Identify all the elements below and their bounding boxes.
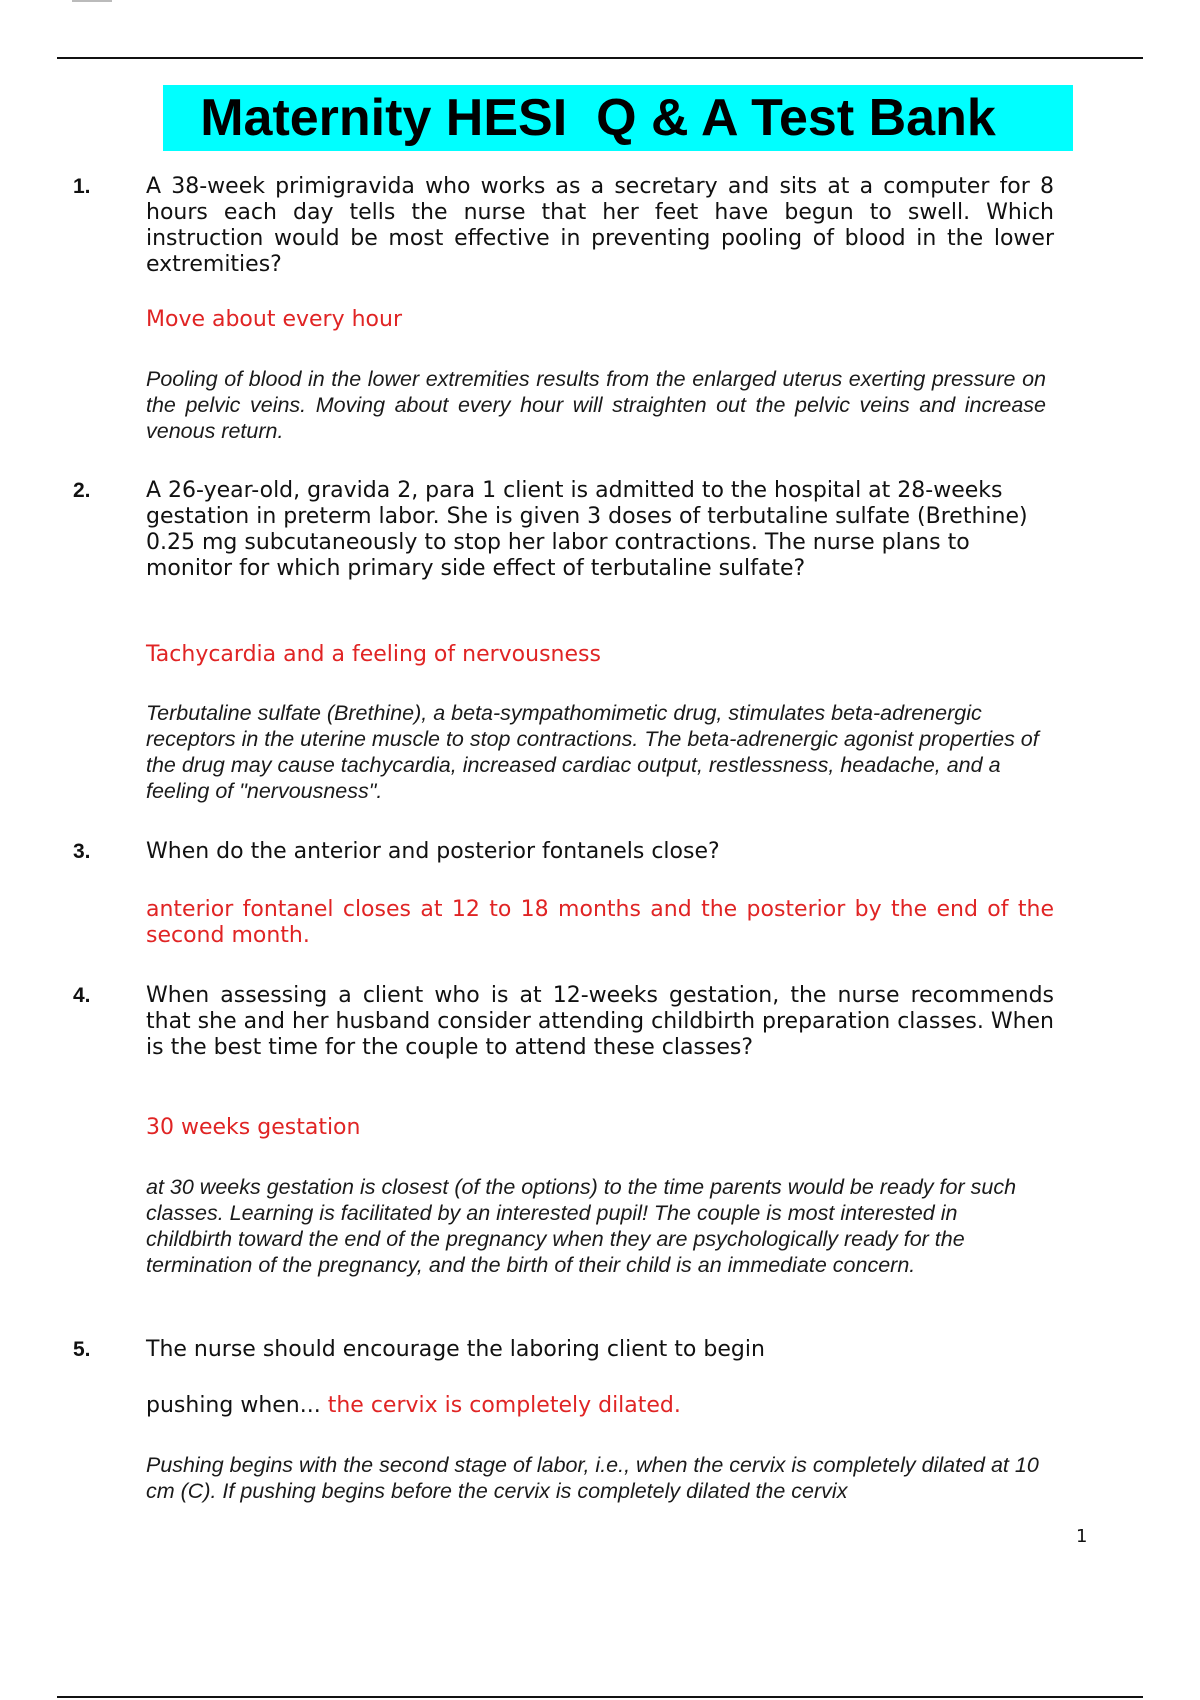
question-number: 4. [73,984,91,1007]
page-title: Maternity HESI Q & A Test Bank [200,89,996,147]
explanation-text: Pooling of blood in the lower extremities results from the enlarged uterus exerting pressure on the pelvic veins. Moving about every hour will straighten out the pelvic veins and increase venous return. [146,367,1046,443]
question-text: The nurse should encourage the laboring client to begin [146,1337,765,1362]
answer-prompt: pushing when... [146,1393,321,1418]
question-number: 3. [73,840,91,863]
question-number: 5. [73,1338,91,1361]
footer-rule [57,1696,1143,1698]
answer-text: the cervix is completely dilated. [327,1393,681,1418]
answer-line [146,1393,1054,1419]
explanation-text: Terbutaline sulfate (Brethine), a beta-sympathomimetic drug, stimulates beta-adrenergic receptors in the uterine muscle to stop contractions. The beta-adrenergic agonist properties of the drug may cause tachycardia, increased cardiac output, restlessness, headache, and a feeling of "nervousness". [146,701,1039,803]
page-number: 1 [1076,1526,1088,1547]
explanation-text: at 30 weeks gestation is closest (of the options) to the time parents would be ready for such classes. Learning is facilitated by an interested pupil! The couple is most interested in childbirth toward the end of the pregnancy when they are psychologically ready for the termination of the pregnancy, and the birth of their child is an immediate concern. [146,1175,1017,1277]
answer-text: anterior fontanel closes at 12 to 18 months and the posterior by the end of the second month. [146,897,1054,948]
question-number: 2. [73,479,91,502]
question-text: A 38-week primigravida who works as a secretary and sits at a computer for 8 hours each day tells the nurse that her feet have begun to swell. Which instruction would be most effective in preventing pooling of blood in the lower extremities? [146,174,1054,277]
explanation-text: Pushing begins with the second stage of labor, i.e., when the cervix is completely dilated at 10 cm (C). If pushing begins before the cervix is completely dilated the cervix [146,1453,1039,1503]
question-number: 1. [73,175,91,198]
top-edge-mark [72,0,112,2]
answer-text: 30 weeks gestation [146,1115,361,1140]
question-text: When assessing a client who is at 12-weeks gestation, the nurse recommends that she and her husband consider attending childbirth preparation classes. When is the best time for the couple to attend these classes? [146,983,1054,1060]
question-text: A 26-year-old, gravida 2, para 1 client is admitted to the hospital at 28-weeks gestation in preterm labor. She is given 3 doses of terbutaline sulfate (Brethine) 0.25 mg subcutaneously to stop her labor contractions. The nurse plans to monitor for which primary side effect of terbutaline sulfate? [146,478,1028,581]
question-text: When do the anterior and posterior fontanels close? [146,839,720,864]
header-rule [57,57,1143,59]
answer-text: Move about every hour [146,307,402,332]
answer-text: Tachycardia and a feeling of nervousness [146,642,601,667]
